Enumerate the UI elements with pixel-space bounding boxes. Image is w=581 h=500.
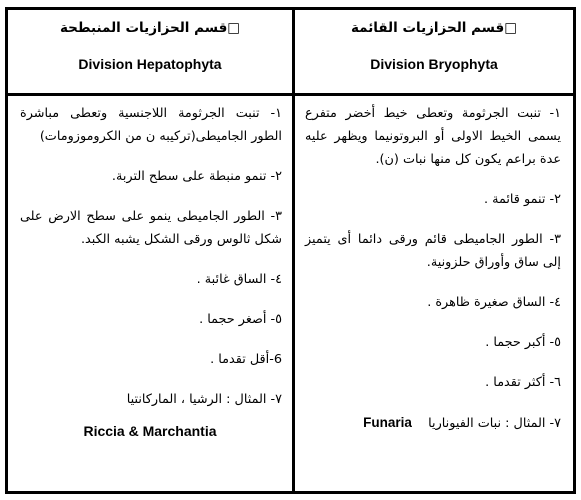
- bryophyta-english-title: Division Bryophyta: [370, 56, 498, 72]
- bryophyta-arabic-title: □قسم الحزازيات القائمة: [350, 20, 518, 36]
- bryophyta-trait-5: ٥- أكبر حجما .: [485, 335, 561, 350]
- comparison-table: [5, 7, 576, 494]
- header-hepatophyta: [8, 10, 295, 96]
- hepatophyta-english-title: Division Hepatophyta: [78, 56, 222, 72]
- bryophyta-example-latin: Funaria: [363, 415, 412, 430]
- hepatophyta-trait-1: ١- تنبت الجرثومة اللاجنسية وتعطى مباشرة الطور الجاميطى(تركيبه ن من الكروموزومات): [20, 106, 282, 144]
- hepatophyta-trait-4: ٤- الساق غائبة .: [196, 272, 282, 287]
- bryophyta-example-arabic: ٧- المثال : نبات الفيوناريا: [428, 416, 561, 431]
- header-bryophyta: [295, 10, 573, 96]
- hepatophyta-trait-2: ٢- تنمو منبطة على سطح التربة.: [111, 169, 282, 184]
- hepatophyta-example-latin: Riccia & Marchantia: [83, 423, 217, 439]
- hepatophyta-trait-5: ٥- أصغر حجما .: [199, 312, 282, 327]
- bryophyta-traits: [295, 96, 573, 491]
- bryophyta-trait-1: ١- تنبت الجرثومة وتعطى خيط أخضر متفرع يسمى الخيط الاولى أو البروتونيما ويظهر عليه عدة براعم يكون كل منها نبات (ن).: [305, 106, 561, 167]
- hepatophyta-traits: [8, 96, 295, 491]
- bryophyta-trait-6: ٦- أكثر تقدما .: [485, 375, 561, 390]
- bryophyta-trait-4: ٤- الساق صغيرة ظاهرة .: [427, 295, 561, 310]
- hepatophyta-example: ٧- المثال : الرشيا ، الماركانتيا: [126, 392, 282, 407]
- bryophyta-example: [305, 411, 561, 435]
- hepatophyta-trait-3: ٣- الطور الجاميطى ينمو على سطح الارض على شكل ثالوس ورقى الشكل يشبه الكبد.: [20, 209, 282, 247]
- bryophyta-trait-3: ٣- الطور الجاميطى قائم ورقى دائما أى يتميز إلى ساق وأوراق حلزونية.: [305, 232, 561, 270]
- bryophyta-trait-2: ٢- تنمو قائمة .: [483, 192, 561, 207]
- hepatophyta-trait-6: 6-أقل تقدما .: [210, 352, 282, 367]
- hepatophyta-arabic-title: □قسم الحزازيات المنبطحة: [59, 20, 241, 36]
